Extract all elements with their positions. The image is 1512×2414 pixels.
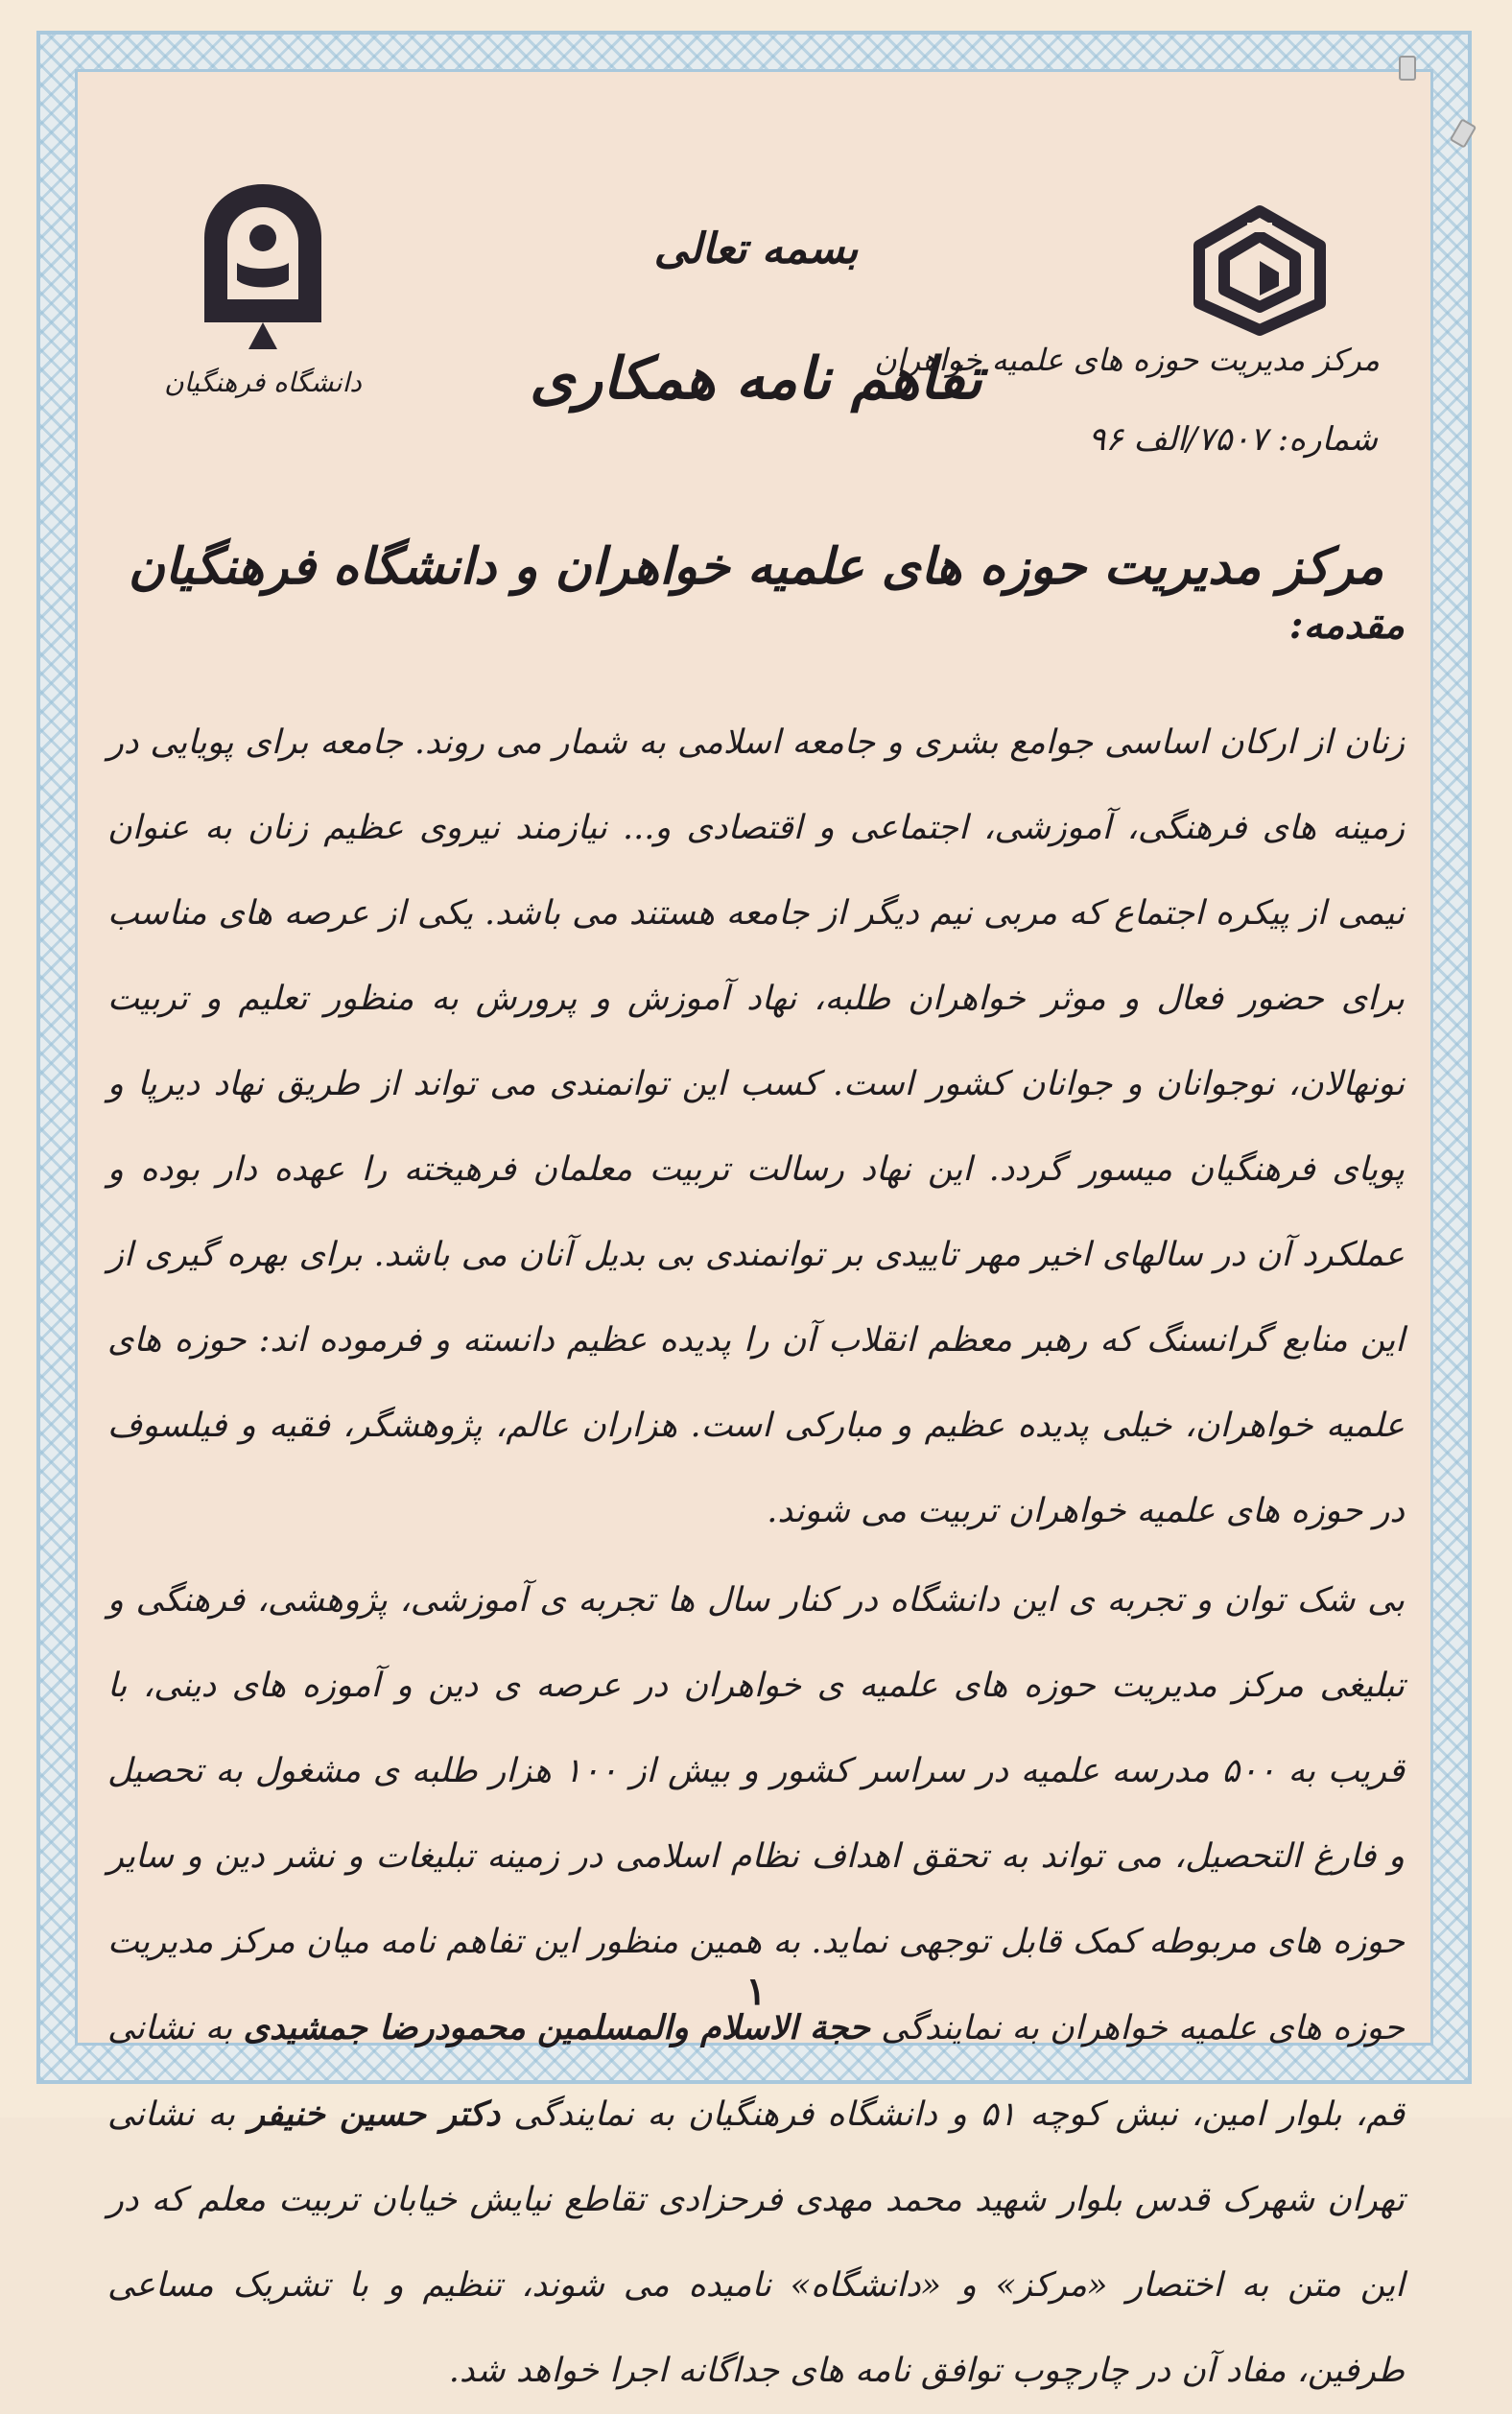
paragraph-2-text: به نشانی تهران شهرک قدس بلوار شهید محمد مهدی فرحزادی تقاطع نیایش خیابان تربیت معلم که در این متن به اختصار «مرکز» و «دانشگاه» نامیده می شوند، تنظیم و با تشریک مساعی طرفین، مفاد آن در چارچوب توافق نامه های جداگانه اجرا خواهد شد. <box>107 2095 1405 2390</box>
representative-name-2: دکتر حسین خنیفر <box>248 2094 501 2134</box>
staple-mark <box>1399 56 1416 81</box>
document-heading: مرکز مدیریت حوزه های علمیه خواهران و دانشگاه فرهنگیان <box>128 537 1384 596</box>
paragraph-2-text: به نشانی قم، بلوار امین، نبش کوچه ۵۱ و دانشگاه فرهنگیان به نمایندگی <box>107 2009 1405 2134</box>
farhangian-logo-caption: دانشگاه فرهنگیان <box>164 367 362 398</box>
document-title: تفاهم نامه همکاری <box>530 345 982 413</box>
hawza-logo-caption: مرکز مدیریت حوزه های علمیه خواهران <box>874 342 1380 378</box>
paragraph-2-text: بی شک توان و تجربه ی این دانشگاه در کنار سال ها تجربه ی آموزشی، پژوهشی، فرهنگی و تبلیغی مرکز مدیریت حوزه های علمیه ی خواهران در عرصه ی دین و آموزه های دینی، با قریب به ۵۰۰ مدرسه علمیه در سراسر کشور و بیش از ۱۰۰ هزار طلبه ی مشغول به تحصیل و فارغ التحصیل، می تواند به تحقق اهداف نظام اسلامی در زمینه تبلیغات و نشر دین و سایر حوزه های مربوطه کمک قابل توجهی نماید. به همین منظور این تفاهم نامه میان مرکز مدیریت حوزه های علمیه خواهران به نمایندگی <box>107 1581 1405 2047</box>
document-number: شماره: ۷۵۰۷/الف ۹۶ <box>1088 420 1378 459</box>
paragraph-1: زنان از ارکان اساسی جوامع بشری و جامعه اسلامی به شمار می روند. جامعه برای پویایی در زمینه های فرهنگی، آموزشی، اجتماعی و اقتصادی و... نیازمند نیروی عظیم زنان به عنوان نیمی از پیکره اجتماع که مربی نیم دیگر از جامعه هستند می باشد. یکی از عرصه های مناسب برای حضور فعال و موثر خواهران طلبه، نهاد آموزش و پرورش به منظور تعلیم و تربیت نونهالان، نوجوانان و جوانان کشور است. کسب این توانمندی می تواند از طریق نهاد دیرپا و پویای فرهنگیان میسور گردد. این نهاد رسالت تربیت معلمان فرهیخته را عهده دار بوده و عملکرد آن در سالهای اخیر مهر تاییدی بر توانمندی بی بدیل آنان می باشد. برای بهره گیری از این منابع گرانسنگ که رهبر معظم انقلاب آن را پدیده عظیم دانسته و فرموده اند: حوزه های علمیه خواهران، خیلی پدیده عظیم و مبارکی است. هزاران عالم، پژوهشگر، فقیه و فیلسوف در حوزه های علمیه خواهران تربیت می شوند. <box>107 723 1405 1530</box>
intro-label: مقدمه: <box>1288 603 1405 648</box>
representative-name-1: حجة الاسلام والمسلمین محمودرضا جمشیدی <box>243 2008 870 2047</box>
basmala: بسمه تعالی <box>653 225 859 273</box>
page-number: ۱ <box>745 1969 767 2014</box>
document-body <box>107 700 1405 2414</box>
